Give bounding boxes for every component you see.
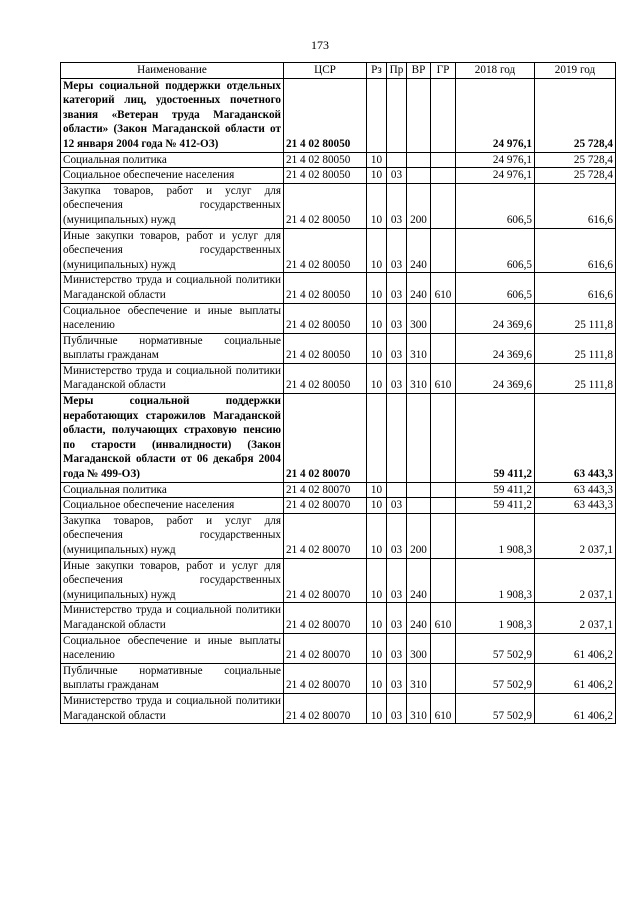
row-2019: 63 443,3 — [535, 482, 616, 498]
row-name: Публичные нормативные социальные выплаты гражданам — [61, 663, 284, 693]
table-row — [61, 603, 616, 633]
row-vr — [407, 152, 431, 168]
row-2019: 2 037,1 — [535, 558, 616, 603]
row-rz: 10 — [367, 228, 387, 273]
table-row — [61, 228, 616, 273]
table-row — [61, 152, 616, 168]
row-name: Социальное обеспечение населения — [61, 168, 284, 184]
row-name: Социальная политика — [61, 152, 284, 168]
row-2018: 606,5 — [456, 228, 535, 273]
row-2018: 24 976,1 — [456, 168, 535, 184]
row-vr — [407, 482, 431, 498]
row-2019: 63 443,3 — [535, 394, 616, 483]
row-gr: 610 — [431, 363, 456, 393]
header-pr: Пр — [387, 63, 407, 79]
table-row — [61, 558, 616, 603]
row-name: Иные закупки товаров, работ и услуг для обеспечения государственных (муниципальных) нужд — [61, 558, 284, 603]
row-name: Меры социальной поддержки неработающих старожилов Магаданской области, получающих страховую пенсию по старости (инвалидности) (Закон Магаданской области от 06 декабря 2004 года № 499-ОЗ) — [61, 394, 284, 483]
header-2019: 2019 год — [535, 63, 616, 79]
row-gr — [431, 482, 456, 498]
row-2019: 63 443,3 — [535, 498, 616, 514]
row-gr — [431, 183, 456, 228]
row-gr — [431, 333, 456, 363]
row-2019: 616,6 — [535, 228, 616, 273]
row-csr: 21 4 02 80050 — [284, 78, 367, 152]
row-gr — [431, 513, 456, 558]
row-2019: 25 111,8 — [535, 333, 616, 363]
row-rz: 10 — [367, 603, 387, 633]
row-vr: 300 — [407, 633, 431, 663]
row-pr: 03 — [387, 663, 407, 693]
row-pr: 03 — [387, 498, 407, 514]
row-2019: 61 406,2 — [535, 693, 616, 723]
row-2018: 24 369,6 — [456, 303, 535, 333]
row-csr: 21 4 02 80070 — [284, 513, 367, 558]
row-csr: 21 4 02 80050 — [284, 333, 367, 363]
row-csr: 21 4 02 80070 — [284, 633, 367, 663]
row-2019: 25 111,8 — [535, 363, 616, 393]
row-2018: 57 502,9 — [456, 663, 535, 693]
row-pr: 03 — [387, 333, 407, 363]
row-pr: 03 — [387, 513, 407, 558]
row-gr — [431, 303, 456, 333]
row-csr: 21 4 02 80050 — [284, 303, 367, 333]
row-2018: 606,5 — [456, 273, 535, 303]
budget-table — [60, 62, 616, 724]
row-vr: 310 — [407, 693, 431, 723]
row-name: Министерство труда и социальной политики Магаданской области — [61, 273, 284, 303]
row-csr: 21 4 02 80050 — [284, 152, 367, 168]
row-name: Закупка товаров, работ и услуг для обеспечения государственных (муниципальных) нужд — [61, 513, 284, 558]
row-2019: 616,6 — [535, 273, 616, 303]
row-2019: 25 728,4 — [535, 168, 616, 184]
row-pr: 03 — [387, 273, 407, 303]
row-2019: 25 111,8 — [535, 303, 616, 333]
row-2019: 2 037,1 — [535, 513, 616, 558]
table-body — [61, 78, 616, 724]
row-pr: 03 — [387, 168, 407, 184]
row-vr — [407, 394, 431, 483]
row-pr: 03 — [387, 303, 407, 333]
row-gr — [431, 78, 456, 152]
row-2019: 2 037,1 — [535, 603, 616, 633]
row-vr — [407, 498, 431, 514]
row-2019: 25 728,4 — [535, 78, 616, 152]
row-gr — [431, 633, 456, 663]
row-2018: 59 411,2 — [456, 482, 535, 498]
row-2019: 25 728,4 — [535, 152, 616, 168]
row-rz: 10 — [367, 498, 387, 514]
table-row — [61, 78, 616, 152]
row-csr: 21 4 02 80050 — [284, 273, 367, 303]
row-name: Меры социальной поддержки отдельных категорий лиц, удостоенных почетного звания «Ветеран труда Магаданской области» (Закон Магаданской области от 12 января 2004 года № 412-ОЗ) — [61, 78, 284, 152]
row-rz: 10 — [367, 663, 387, 693]
table-row — [61, 273, 616, 303]
row-gr: 610 — [431, 693, 456, 723]
row-pr — [387, 394, 407, 483]
row-rz: 10 — [367, 513, 387, 558]
row-gr: 610 — [431, 603, 456, 633]
row-rz: 10 — [367, 558, 387, 603]
row-vr: 240 — [407, 273, 431, 303]
table-row — [61, 394, 616, 483]
row-rz: 10 — [367, 303, 387, 333]
header-name: Наименование — [61, 63, 284, 79]
row-name: Министерство труда и социальной политики Магаданской области — [61, 363, 284, 393]
table-row — [61, 513, 616, 558]
row-csr: 21 4 02 80070 — [284, 603, 367, 633]
row-pr: 03 — [387, 228, 407, 273]
table-row — [61, 482, 616, 498]
row-vr — [407, 78, 431, 152]
row-pr: 03 — [387, 183, 407, 228]
row-2019: 61 406,2 — [535, 663, 616, 693]
row-2019: 61 406,2 — [535, 633, 616, 663]
row-vr: 310 — [407, 333, 431, 363]
table-row — [61, 693, 616, 723]
row-csr: 21 4 02 80070 — [284, 394, 367, 483]
row-2018: 606,5 — [456, 183, 535, 228]
row-2018: 1 908,3 — [456, 603, 535, 633]
row-rz: 10 — [367, 482, 387, 498]
table-header-row — [61, 63, 616, 79]
row-2018: 57 502,9 — [456, 693, 535, 723]
row-csr: 21 4 02 80050 — [284, 168, 367, 184]
table-row — [61, 303, 616, 333]
row-pr — [387, 152, 407, 168]
row-pr — [387, 482, 407, 498]
row-rz: 10 — [367, 168, 387, 184]
row-csr: 21 4 02 80070 — [284, 498, 367, 514]
row-name: Социальное обеспечение и иные выплаты населению — [61, 633, 284, 663]
row-name: Закупка товаров, работ и услуг для обеспечения государственных (муниципальных) нужд — [61, 183, 284, 228]
row-2018: 24 369,6 — [456, 363, 535, 393]
row-2019: 616,6 — [535, 183, 616, 228]
table-row — [61, 498, 616, 514]
row-pr: 03 — [387, 603, 407, 633]
row-rz: 10 — [367, 273, 387, 303]
row-gr: 610 — [431, 273, 456, 303]
row-csr: 21 4 02 80070 — [284, 663, 367, 693]
row-csr: 21 4 02 80070 — [284, 693, 367, 723]
row-2018: 24 369,6 — [456, 333, 535, 363]
row-vr: 240 — [407, 228, 431, 273]
row-2018: 24 976,1 — [456, 78, 535, 152]
table-row — [61, 633, 616, 663]
row-rz: 10 — [367, 633, 387, 663]
row-rz: 10 — [367, 333, 387, 363]
row-2018: 1 908,3 — [456, 558, 535, 603]
table-row — [61, 168, 616, 184]
row-gr — [431, 663, 456, 693]
row-vr — [407, 168, 431, 184]
row-pr: 03 — [387, 558, 407, 603]
row-vr: 310 — [407, 363, 431, 393]
row-2018: 1 908,3 — [456, 513, 535, 558]
header-csr: ЦСР — [284, 63, 367, 79]
header-rz: Рз — [367, 63, 387, 79]
header-gr: ГР — [431, 63, 456, 79]
table-row — [61, 333, 616, 363]
row-rz: 10 — [367, 363, 387, 393]
row-csr: 21 4 02 80070 — [284, 558, 367, 603]
row-name: Социальное обеспечение населения — [61, 498, 284, 514]
table-row — [61, 183, 616, 228]
row-pr: 03 — [387, 633, 407, 663]
header-vr: ВР — [407, 63, 431, 79]
row-vr: 300 — [407, 303, 431, 333]
row-vr: 240 — [407, 558, 431, 603]
row-name: Социальная политика — [61, 482, 284, 498]
row-rz: 10 — [367, 152, 387, 168]
row-gr — [431, 168, 456, 184]
row-name: Социальное обеспечение и иные выплаты населению — [61, 303, 284, 333]
row-name: Публичные нормативные социальные выплаты гражданам — [61, 333, 284, 363]
row-csr: 21 4 02 80050 — [284, 183, 367, 228]
row-csr: 21 4 02 80070 — [284, 482, 367, 498]
table-row — [61, 663, 616, 693]
row-rz — [367, 78, 387, 152]
row-gr — [431, 394, 456, 483]
row-name: Министерство труда и социальной политики Магаданской области — [61, 603, 284, 633]
header-2018: 2018 год — [456, 63, 535, 79]
row-2018: 59 411,2 — [456, 498, 535, 514]
row-gr — [431, 558, 456, 603]
row-name: Министерство труда и социальной политики Магаданской области — [61, 693, 284, 723]
row-csr: 21 4 02 80050 — [284, 363, 367, 393]
row-gr — [431, 228, 456, 273]
row-pr: 03 — [387, 363, 407, 393]
row-2018: 24 976,1 — [456, 152, 535, 168]
row-rz: 10 — [367, 693, 387, 723]
row-vr: 200 — [407, 513, 431, 558]
row-rz: 10 — [367, 183, 387, 228]
row-2018: 59 411,2 — [456, 394, 535, 483]
row-vr: 240 — [407, 603, 431, 633]
row-csr: 21 4 02 80050 — [284, 228, 367, 273]
row-vr: 200 — [407, 183, 431, 228]
row-gr — [431, 498, 456, 514]
row-name: Иные закупки товаров, работ и услуг для обеспечения государственных (муниципальных) нужд — [61, 228, 284, 273]
row-pr — [387, 78, 407, 152]
row-rz — [367, 394, 387, 483]
table-row — [61, 363, 616, 393]
row-vr: 310 — [407, 663, 431, 693]
row-2018: 57 502,9 — [456, 633, 535, 663]
row-pr: 03 — [387, 693, 407, 723]
page-number: 173 — [311, 38, 329, 52]
row-gr — [431, 152, 456, 168]
